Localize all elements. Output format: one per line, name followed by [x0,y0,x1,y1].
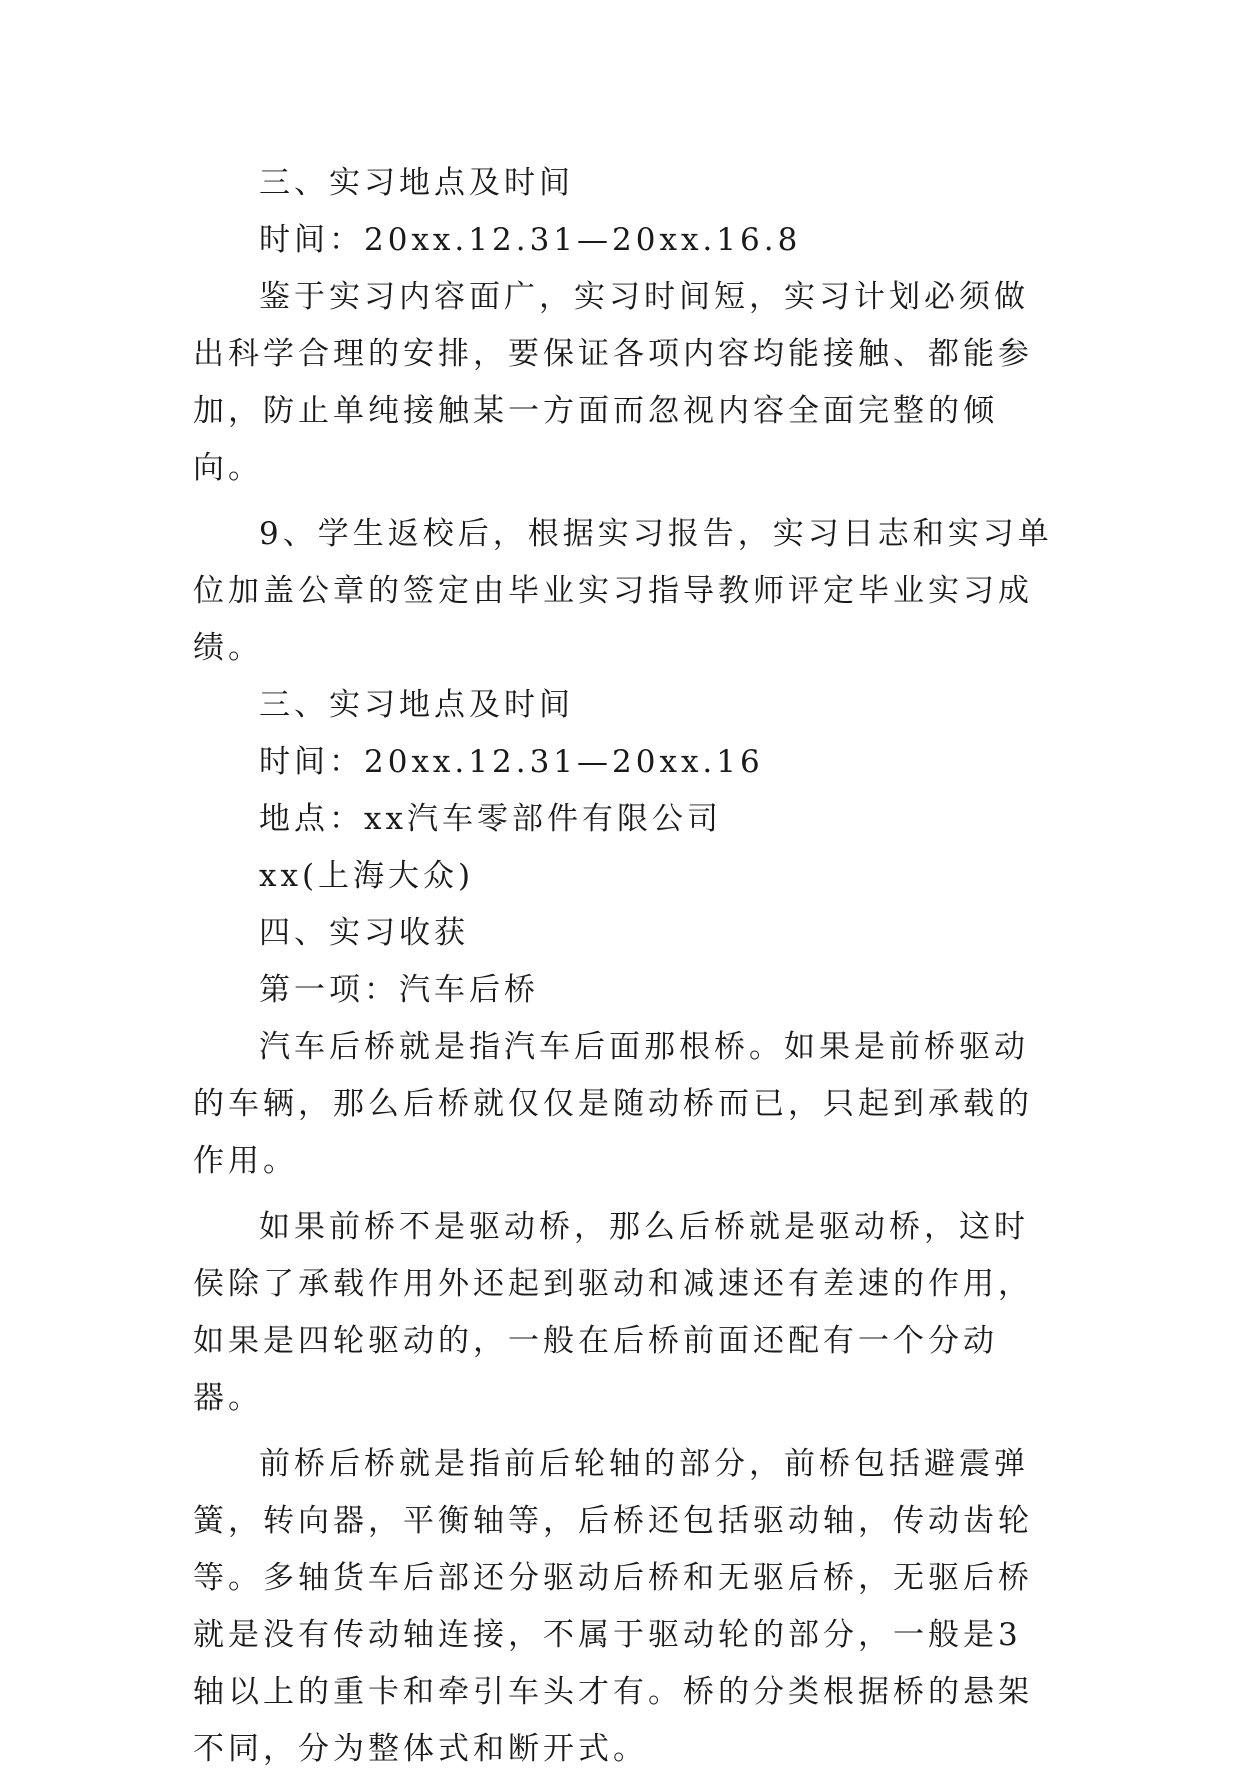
time-line: 时间：20xx.12.31—20xx.16.8 [259,222,802,258]
paragraph: 9、学生返校后，根据实习报告，实习日志和实习单位加盖公章的签定由毕业实习指导教师评定毕业实习成绩。 [193,516,1053,666]
location-line: 地点：xx汽车零部件有限公司 [259,801,722,837]
document-body [193,155,1055,1778]
paragraph: 如果前桥不是驱动桥，那么后桥就是驱动桥，这时侯除了承载作用外还起到驱动和减速还有差速的作用，如果是四轮驱动的，一般在后桥前面还配有一个分动器。 [193,1209,1033,1416]
paragraph: 前桥后桥就是指前后轮轴的部分，前桥包括避震弹簧，转向器，平衡轴等，后桥还包括驱动轴，传动齿轮等。多轴货车后部还分驱动后桥和无驱后桥，无驱后桥就是没有传动轴连接，不属于驱动轮的部分，一般是3轴以上的重卡和牵引车头才有。桥的分类根据桥的悬架不同，分为整体式和断开式。 [193,1446,1033,1767]
location-detail: xx(上海大众) [259,858,475,894]
section-heading: 三、实习地点及时间 [259,165,574,201]
section-heading: 四、实习收获 [259,915,469,951]
subsection-heading: 第一项：汽车后桥 [259,972,539,1008]
paragraph: 鉴于实习内容面广，实习时间短，实习计划必须做出科学合理的安排，要保证各项内容均能接触、都能参加，防止单纯接触某一方面而忽视内容全面完整的倾向。 [193,279,1033,486]
time-line: 时间：20xx.12.31—20xx.16 [259,744,764,780]
section-heading: 三、实习地点及时间 [259,687,574,723]
paragraph: 汽车后桥就是指汽车后面那根桥。如果是前桥驱动的车辆，那么后桥就仅仅是随动桥而已，只起到承载的作用。 [193,1029,1033,1179]
